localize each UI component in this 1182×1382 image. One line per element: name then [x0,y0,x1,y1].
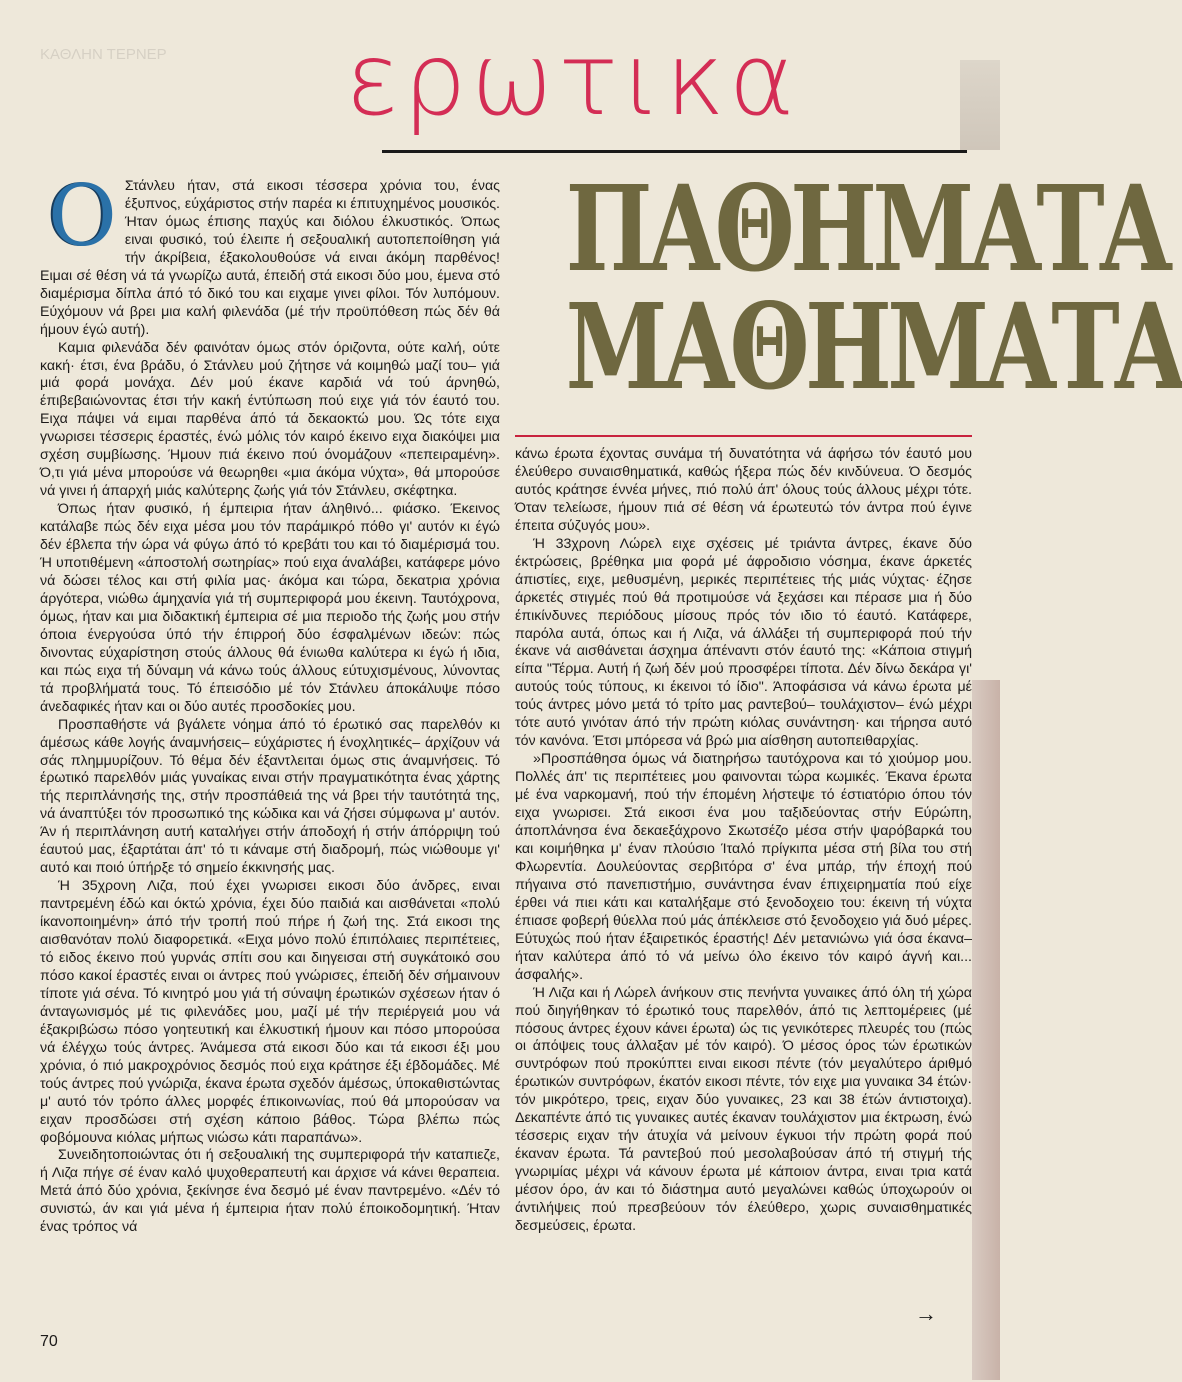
headline [515,159,1182,416]
photo-edge-right [972,680,1000,1380]
paragraph: κάνω έρωτα έχοντας συνάμα τή δυνατότητα νά άφήσω τόν έαυτό μου έλεύθερο συναισθηματικά, καθώς ήξερα πώς δέν κινδύνευα. Ό δεσμός αυτός κράτησε έννέα μήνες, πιό πολύ άπ' όλους τούς άλλους μέχρι τότε. Όταν τελείωσε, ήμουν πιά σέ θέση νά έρωτευτώ τόν άντρα πού έγινε έπειτα σύζυγός μου». [515,446,972,534]
paragraph: »Προσπάθησα όμως νά διατηρήσω ταυτόχρονα και τό χιούμορ μου. Πολλές άπ' τις περιπέτειες μου φαινονται τώρα κωμικές. Έκανα έρωτα μέ ένα ναρκομανή, πού τήν έπομένη λήστεψε τό έστιατόριο όπου τόν ειχα γνωρισει. Στά εικοσι ένα μου ταξιδεύοντας στήν Εύρώπη, άποπλάνησα ένα δεκαεξάχρονο Σκωτσέζο μέσα στήν ψαρόβαρκά του και κοιμήθηκα μ' έναν πλούσιο Ίταλό πρίγκιπα μέσα στή βίλα του στή Φλωρεντία. Δουλεύοντας σερβιτόρα σ' ένα μπάρ, τήν έποχή πού πήγαινα στό πανεπιστήμιο, συνάντησα έναν έπιχειρηματία πού είχε έρθει νά πιει κάτι και καταλήξαμε στό ξενοδοχειο του: έκεινη τή νύχτα έπιασε φοβερή θύελλα πού μάς άπέκλεισε στό ξενοδοχειο γιά δυό μέρες. Εύτυχώς πού ήταν έξαιρετικός έραστής! Δέν μετανιώνω γιά όσα έκανα– ήταν καλύτερα άπό τό νά μείνω όλο έκεινο τόν καιρό άγνή και... άσφαλής». [515,751,972,983]
paragraph: Προσπαθήστε νά βγάλετε νόημα άπό τό έρωτικό σας παρελθόν κι άμέσως κάθε λογής άναμνήσεις– εύχάριστες ή ένοχλητικές– άρχίζουν νά σάς πλημμυρίζουν. Τό θέμα δέν έξαντλειται όμως στις άναμνήσεις. Τό έρωτικό παρελθόν μιάς γυναίκας ειναι στήν πραγματικότητα ένας χάρτης τής περιπλάνησής της, στήν προσπάθειά της νά βρει τήν ταυτότητά της, νά άναπτύξει τόν προσωπικό της κώδικα και νά ζήσει σύμφωνα μ' αυτόν. Άν ή περιπλάνηση αυτή καταλήγει στήν άποδοχή ή στήν άπόρριψη τού έαυτού μας, έξαρτάται άπ' τό τι κάναμε στή διαδρομή, πώς νιώθουμε γι' αυτό και ποιό ύπήρξε τό σημείο έκκινησής μας. [40,716,500,877]
paragraph: Συνειδητοποιώντας ότι ή σεξουαλική της συμπεριφορά τήν καταπιεζε, ή Λιζα πήγε σέ έναν καλό ψυχοθεραπευτή και άρχισε νά κάνει θεραπεια. Μετά άπό δύο χρόνια, ξεκίνησε ένα δεσμό μέ έναν παντρεμένο. «Δέν τό συνιστώ, άν και γιά μένα ή έμπειρια ήταν πολύ έποικοδομητική. Ήταν ένας τρόπος νά [40,1147,500,1236]
paragraph: Ή Λιζα και ή Λώρελ άνήκουν στις πενήντα γυναικες άπό όλη τή χώρα πού διηγήθηκαν τό έρωτικό τους παρελθόν, άπό τις λεπτομέρειες (μέ πόσους άντρες έχουν κάνει έρωτα) ώς τις γενικότερες πλευρές του (πώς οι άπόψεις τους άλλαξαν μέ τόν καιρό). Ό μέσος όρος τών έρωτικών συντρόφων πού προκύπτει ειναι εικοσι πέντε (τόν μεγαλύτερο άριθμό έρωτικών συντρόφων, έκατόν εικοσι πέντε, τόν ειχε μια γυναικα 34 έτών· τόν μικρότερο, τρεις, ειχαν δύο γυναικες, 23 και 38 έτών άντιστοιχα). Δεκαπέντε άπό τις γυναικες αυτές έκαναν τουλάχιστον μια έκτρωση, ένώ τέσσερις ειχαν τήν άτυχία νά μείνουν έγκυοι τήν πρώτη φορά πού έκαναν έρωτα. Τά ραντεβού πού μεσολαβούσαν άπό τή στιγμή τής γνωριμίας μέχρι νά κάνουν έρωτα μέ κάποιον άντρα, ειναι τρια κατά μέσον όρο, άν και τό διάστημα αυτό μεγαλώνει καθώς ύποχωρούν οι άντιλήψεις πού πρεσβεύουν τόν έλεύθερο, χωρις συναισθηματικές δεσμεύσεις, έρωτα. [515,984,972,1234]
drop-cap: Ο [48,167,117,265]
right-column [515,446,972,1236]
paragraph: Στάνλευ ήταν, στά εικοσι τέσσερα χρόνια του, ένας έξυπνος, εύχάριστος στήν παρέα κι έπιτυχημένος μουσικός. Ήταν όμως έπισης παχύς και διόλου έλκυστικός. Όπως ειναι φυσικό, τού έλειπε ή σεξουαλική αυτοπεποίθηση γιά τήν άκρίβεια, έξακολουθούσε νά ειναι άκόμη παρθένος! Ειμαι σέ θέση νά τά γνωρίζω αυτά, έπειδή στά εικοσι δύο μου, έμενα στό διαμέρισμα δίπλα άπό τό δικό του και ειχαμε γινει φίλοι. Τόν λυπόμουν. Εύχόμουν νά βρει μια καλή φιλενάδα (μέ τήν προϋπόθεση πώς δέν θά ήμουν έγώ αυτή). [40,178,500,338]
bleed-through-text: ΚΑΘΛΗΝ ΤΕΡΝΕΡ [40,46,167,63]
paragraph: Καμια φιλενάδα δέν φαινόταν όμως στόν όριζοντα, ούτε καλή, ούτε κακή· έτσι, ένα βράδυ, ό Στάνλευ μού ζήτησε νά κοιμηθώ μαζί του– γιά μιά φορά μονάχα. Δέν μού έκανε καρδιά νά τού άρνηθώ, έπιβεβαιώνοντας έτσι τήν κακή έντύπωση πού ειχε γιά τόν έαυτό του. Ειχα πάψει νά ειμαι παρθένα άπό τά δεκαοκτώ μου. Ώς τότε ειχα γνωρισει τέσσερις έραστές, ένώ μόλις τόν καιρό έκεινο ειχα διακόψει μια σχέση συμβίωσης. Ήμουν πιά έκεινο πού όνομάζουν «πεπειραμένη». Ό,τι γιά μένα μπορούσε νά θεωρηθει «μια άκόμα νύχτα», θά μπορούσε νά γινει ή άπαρχή μιάς καλύτερης ζωής γιά τόν Στάνλευ, σκέφτηκα. [40,339,500,500]
title-rule [382,150,967,153]
photo-edge-top [960,60,1000,150]
section-title: ερωτικα [345,21,799,138]
page-number: 70 [40,1333,58,1350]
headline-line-2: ΜΑΘΗΜΑΤΑ [565,277,1182,416]
paragraph: Ή 35χρονη Λιζα, πού έχει γνωρισει εικοσι δύο άνδρες, ειναι παντρεμένη έδώ και όκτώ χρόνια, έχει δύο παιδιά και αισθάνεται «πολύ ίκανοποιημένη» άπό τήν τροπή πού πήρε ή ζωή της. Στά εικοσι της αισθανόταν πολύ διαφορετικά. «Ειχα μόνο πολύ έπιπόλαιες περιπέτειες, τό ειδος έκεινο πού γυρνάς σπίτι σου και διηγεισαι στή συγκάτοικό σου πόσο κακοί έραστές ειναι οι άντρες πού γνώρισες, έπειδή δέν σήμαινουν τίποτε γιά σένα. Τό κινητρό μου γιά τή σύναψη έρωτικών σχέσεων ήταν ό άνταγωνισμός μέ τις φιλενάδες μου, μαζί μέ τήν περιέργειά μου νά έξακριβώσω πόσο γοητευτική και έλκυστική ήμουν και πόσο μπορούσα νά έλέγχω τούς άντρες. Άνάμεσα στά εικοσι δύο και τά εικοσι έξι μου χρόνια, ό πιό μακροχρόνιος δεσμός πού ειχα κράτησε έξι έβδομάδες. Μέ τούς άντρες πού γνώριζα, έκανα έρωτα σχεδόν άμέσως, ύποκαθιστώντας μ' αυτό τόν τρόπο άλλες μορφές έπικοινωνίας, πού θά μπορούσαν να ειχαν προσδώσει στή σχέση κάποιο βάθος. Τώρα βλέπω πώς φοβόμουνα κιόλας μήπως νιώσω κάτι παραπάνω». [40,878,500,1146]
left-column [40,167,500,1237]
headline-rule [515,435,972,437]
headline-line-1: ΠΑΘΗΜΑΤΑ [565,159,1167,298]
continue-arrow-icon: → [915,1301,937,1326]
paragraph: Όπως ήταν φυσικό, ή έμπειρια ήταν άληθινό... φιάσκο. Έκεινος κατάλαβε πώς δέν ειχα μέσα μου τόν παράμικρό πόθο γι' αυτόν κι έγώ δέν έβλεπα τήν ώρα νά φύγω άπό τό κρεβάτι του και τό διαμέρισμά του. Ή υποτιθέμενη «άποστολή σωτηρίας» πού ειχα άναλάβει, κατάφερε μόνο νά δώσει τέλος και στή φιλία μας· άκόμα και τώρα, δεκατρια χρόνια άργότερα, νιώθω άμηχανία γιά τή συμπεριφορά μου έκεινη. Ταυτόχρονα, όμως, ήταν και μια διδακτική έμπειρια σέ μια περιοδο τής ζωής μου στήν όποια ένεργούσα ύπό τήν έπιρροή δύο έσφαλμένων ιδεών: πώς δινοντας εύχαρίστηση στούς άλλους θά ένιωθα καλύτερα κι έγώ ή ιδια, και πώς ειχα τή δύναμη νά κάνω τούς άλλους εύτυχισμένους, λύνοντας τά προβλήματά τους. Τό έπεισόδιο μέ τόν Στάνλευ άποκάλυψε πόσο άνεδαφικές ήταν και οι δύο αυτές προσδοκίες μου. [40,501,500,715]
paragraph: Ή 33χρονη Λώρελ ειχε σχέσεις μέ τριάντα άντρες, έκανε δύο έκτρώσεις, βρέθηκα μια φορά μέ άφροδισιο νόσημα, έκανε άρκετές άπιστίες, ειχε, μεθυσμένη, μερικές περιπέτειες τής μιάς νύχτας· έζησε άρκετές στιγμές πού θά προτιμούσε νά ξεχάσει και πέρασε μια ή δύο έπικίνδυνες περιόδους μίσους πρός τόν ιδιο τό έαυτό. Κατάφερε, παρόλα αυτά, όπως και ή Λιζα, νά άλλάξει τή συμπεριφορά πού τήν έκανε νά αισθάνεται άσχημα άπέναντι στόν έαυτό της: «Κάποια στιγμή είπα "Τέρμα. Αυτή ή ζωή δέν μού προσφέρει τίποτα. Δέν δίνω δεκάρα γι' αυτούς τούς τύπους, κι έκεινοι τό ίδιο". Άποφάσισα νά κάνω έρωτα μέ τούς άντρες μόνο μετά τό τρίτο μας ραντεβού– τουλάχιστον– ένώ μέχρι τότε αυτό γινόταν άπό τήν πρώτη κιόλας συνάντηση· και τήρησα αυτό τόν κανόνα. Έτσι μπόρεσα νά βρώ μια αίσθηση αυτοπειθαρχίας. [515,535,972,750]
